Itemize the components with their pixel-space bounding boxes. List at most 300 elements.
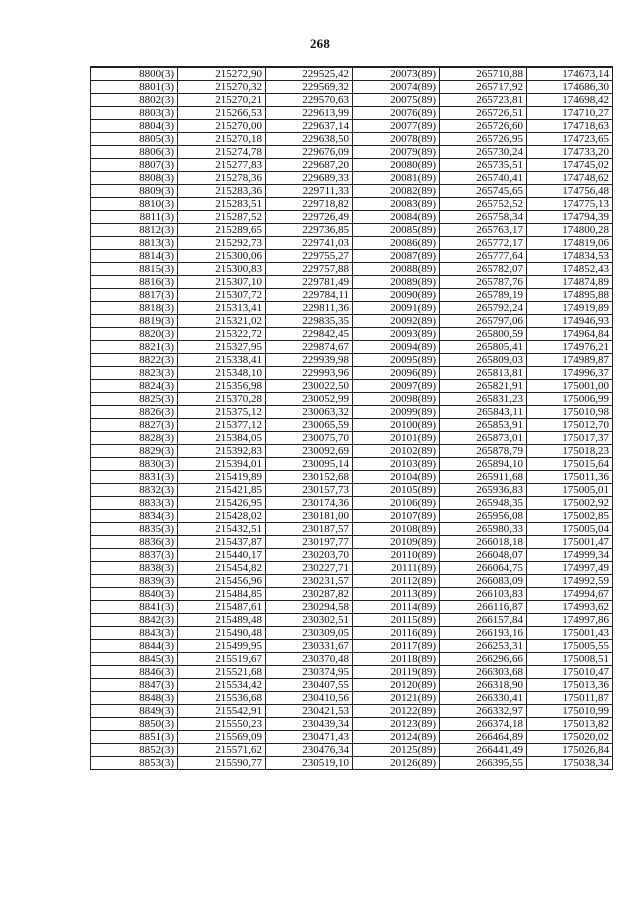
point-id-cell: 20113(89) — [353, 588, 440, 601]
y-coord-cell: 229835,35 — [266, 315, 353, 328]
table-row — [91, 614, 613, 627]
table-row — [91, 67, 613, 81]
y-coord-cell: 175013,36 — [527, 679, 613, 692]
point-id-cell: 20123(89) — [353, 718, 440, 731]
point-id-cell: 8852(3) — [91, 744, 178, 757]
point-id-cell: 20091(89) — [353, 302, 440, 315]
point-id-cell: 20087(89) — [353, 250, 440, 263]
coordinates-table — [90, 66, 613, 770]
table-row — [91, 445, 613, 458]
x-coord-cell: 265726,51 — [440, 107, 527, 120]
y-coord-cell: 174999,34 — [527, 549, 613, 562]
point-id-cell: 8807(3) — [91, 159, 178, 172]
x-coord-cell: 215421,85 — [178, 484, 266, 497]
table-row — [91, 393, 613, 406]
x-coord-cell: 215487,61 — [178, 601, 266, 614]
y-coord-cell: 175013,82 — [527, 718, 613, 731]
y-coord-cell: 174710,27 — [527, 107, 613, 120]
y-coord-cell: 174756,48 — [527, 185, 613, 198]
y-coord-cell: 230174,36 — [266, 497, 353, 510]
table-row — [91, 81, 613, 94]
x-coord-cell: 215428,02 — [178, 510, 266, 523]
x-coord-cell: 265782,07 — [440, 263, 527, 276]
x-coord-cell: 215270,18 — [178, 133, 266, 146]
x-coord-cell: 215277,83 — [178, 159, 266, 172]
y-coord-cell: 229755,27 — [266, 250, 353, 263]
x-coord-cell: 215590,77 — [178, 757, 266, 770]
x-coord-cell: 215348,10 — [178, 367, 266, 380]
x-coord-cell: 265821,91 — [440, 380, 527, 393]
x-coord-cell: 215283,36 — [178, 185, 266, 198]
table-row — [91, 94, 613, 107]
point-id-cell: 8800(3) — [91, 67, 178, 81]
y-coord-cell: 230476,34 — [266, 744, 353, 757]
table-row — [91, 146, 613, 159]
x-coord-cell: 265735,51 — [440, 159, 527, 172]
y-coord-cell: 174997,86 — [527, 614, 613, 627]
point-id-cell: 8811(3) — [91, 211, 178, 224]
y-coord-cell: 175006,99 — [527, 393, 613, 406]
y-coord-cell: 175018,23 — [527, 445, 613, 458]
point-id-cell: 20073(89) — [353, 67, 440, 81]
x-coord-cell: 266064,75 — [440, 562, 527, 575]
table-row — [91, 562, 613, 575]
y-coord-cell: 229613,99 — [266, 107, 353, 120]
table-row — [91, 484, 613, 497]
x-coord-cell: 215300,06 — [178, 250, 266, 263]
x-coord-cell: 265777,64 — [440, 250, 527, 263]
x-coord-cell: 215283,51 — [178, 198, 266, 211]
x-coord-cell: 265936,83 — [440, 484, 527, 497]
table-row — [91, 185, 613, 198]
table-row — [91, 640, 613, 653]
point-id-cell: 8833(3) — [91, 497, 178, 510]
y-coord-cell: 229689,33 — [266, 172, 353, 185]
point-id-cell: 8835(3) — [91, 523, 178, 536]
y-coord-cell: 229726,49 — [266, 211, 353, 224]
point-id-cell: 20116(89) — [353, 627, 440, 640]
x-coord-cell: 266374,18 — [440, 718, 527, 731]
point-id-cell: 20092(89) — [353, 315, 440, 328]
point-id-cell: 8851(3) — [91, 731, 178, 744]
x-coord-cell: 266103,83 — [440, 588, 527, 601]
y-coord-cell: 175038,34 — [527, 757, 613, 770]
x-coord-cell: 265792,24 — [440, 302, 527, 315]
x-coord-cell: 266157,84 — [440, 614, 527, 627]
x-coord-cell: 215270,21 — [178, 94, 266, 107]
y-coord-cell: 174698,42 — [527, 94, 613, 107]
table-row — [91, 575, 613, 588]
point-id-cell: 8808(3) — [91, 172, 178, 185]
point-id-cell: 8846(3) — [91, 666, 178, 679]
x-coord-cell: 215542,91 — [178, 705, 266, 718]
y-coord-cell: 175001,43 — [527, 627, 613, 640]
y-coord-cell: 230519,10 — [266, 757, 353, 770]
y-coord-cell: 175005,04 — [527, 523, 613, 536]
point-id-cell: 8827(3) — [91, 419, 178, 432]
y-coord-cell: 175008,51 — [527, 653, 613, 666]
x-coord-cell: 266296,66 — [440, 653, 527, 666]
point-id-cell: 20075(89) — [353, 94, 440, 107]
y-coord-cell: 174976,21 — [527, 341, 613, 354]
x-coord-cell: 265730,24 — [440, 146, 527, 159]
x-coord-cell: 265787,76 — [440, 276, 527, 289]
y-coord-cell: 230181,00 — [266, 510, 353, 523]
y-coord-cell: 230309,05 — [266, 627, 353, 640]
y-coord-cell: 230095,14 — [266, 458, 353, 471]
y-coord-cell: 174919,89 — [527, 302, 613, 315]
point-id-cell: 8837(3) — [91, 549, 178, 562]
x-coord-cell: 215300,83 — [178, 263, 266, 276]
y-coord-cell: 230052,99 — [266, 393, 353, 406]
point-id-cell: 20093(89) — [353, 328, 440, 341]
y-coord-cell: 230294,58 — [266, 601, 353, 614]
x-coord-cell: 215426,95 — [178, 497, 266, 510]
x-coord-cell: 266332,97 — [440, 705, 527, 718]
x-coord-cell: 266116,87 — [440, 601, 527, 614]
y-coord-cell: 174993,62 — [527, 601, 613, 614]
point-id-cell: 8839(3) — [91, 575, 178, 588]
x-coord-cell: 215490,48 — [178, 627, 266, 640]
point-id-cell: 20126(89) — [353, 757, 440, 770]
point-id-cell: 8844(3) — [91, 640, 178, 653]
y-coord-cell: 230187,57 — [266, 523, 353, 536]
x-coord-cell: 265948,35 — [440, 497, 527, 510]
y-coord-cell: 229569,32 — [266, 81, 353, 94]
point-id-cell: 20088(89) — [353, 263, 440, 276]
point-id-cell: 8806(3) — [91, 146, 178, 159]
y-coord-cell: 175002,92 — [527, 497, 613, 510]
point-id-cell: 8826(3) — [91, 406, 178, 419]
table-row — [91, 653, 613, 666]
x-coord-cell: 215392,83 — [178, 445, 266, 458]
y-coord-cell: 229525,42 — [266, 67, 353, 81]
point-id-cell: 20086(89) — [353, 237, 440, 250]
table-row — [91, 224, 613, 237]
y-coord-cell: 174686,30 — [527, 81, 613, 94]
table-row — [91, 328, 613, 341]
table-row — [91, 354, 613, 367]
point-id-cell: 8825(3) — [91, 393, 178, 406]
point-id-cell: 8842(3) — [91, 614, 178, 627]
y-coord-cell: 229711,33 — [266, 185, 353, 198]
x-coord-cell: 265911,68 — [440, 471, 527, 484]
point-id-cell: 8834(3) — [91, 510, 178, 523]
y-coord-cell: 230407,55 — [266, 679, 353, 692]
table-row — [91, 692, 613, 705]
y-coord-cell: 174733,20 — [527, 146, 613, 159]
x-coord-cell: 215307,10 — [178, 276, 266, 289]
y-coord-cell: 230231,57 — [266, 575, 353, 588]
x-coord-cell: 215499,95 — [178, 640, 266, 653]
y-coord-cell: 229718,82 — [266, 198, 353, 211]
x-coord-cell: 215419,89 — [178, 471, 266, 484]
point-id-cell: 8847(3) — [91, 679, 178, 692]
point-id-cell: 8809(3) — [91, 185, 178, 198]
x-coord-cell: 266048,07 — [440, 549, 527, 562]
y-coord-cell: 229874,67 — [266, 341, 353, 354]
table-row — [91, 588, 613, 601]
x-coord-cell: 265797,06 — [440, 315, 527, 328]
point-id-cell: 8824(3) — [91, 380, 178, 393]
table-row — [91, 705, 613, 718]
point-id-cell: 8802(3) — [91, 94, 178, 107]
point-id-cell: 20120(89) — [353, 679, 440, 692]
x-coord-cell: 215356,98 — [178, 380, 266, 393]
x-coord-cell: 215270,00 — [178, 120, 266, 133]
table-row — [91, 627, 613, 640]
table-row — [91, 536, 613, 549]
x-coord-cell: 215322,72 — [178, 328, 266, 341]
y-coord-cell: 229781,49 — [266, 276, 353, 289]
point-id-cell: 8828(3) — [91, 432, 178, 445]
x-coord-cell: 266441,49 — [440, 744, 527, 757]
x-coord-cell: 265763,17 — [440, 224, 527, 237]
table-row — [91, 211, 613, 224]
point-id-cell: 20081(89) — [353, 172, 440, 185]
point-id-cell: 20106(89) — [353, 497, 440, 510]
point-id-cell: 20110(89) — [353, 549, 440, 562]
point-id-cell: 20124(89) — [353, 731, 440, 744]
y-coord-cell: 229993,96 — [266, 367, 353, 380]
y-coord-cell: 230439,34 — [266, 718, 353, 731]
table-row — [91, 120, 613, 133]
point-id-cell: 20108(89) — [353, 523, 440, 536]
point-id-cell: 8810(3) — [91, 198, 178, 211]
table-row — [91, 744, 613, 757]
y-coord-cell: 229638,50 — [266, 133, 353, 146]
x-coord-cell: 215287,52 — [178, 211, 266, 224]
table-row — [91, 471, 613, 484]
point-id-cell: 20080(89) — [353, 159, 440, 172]
y-coord-cell: 230370,48 — [266, 653, 353, 666]
x-coord-cell: 265956,08 — [440, 510, 527, 523]
x-coord-cell: 215370,28 — [178, 393, 266, 406]
point-id-cell: 8813(3) — [91, 237, 178, 250]
x-coord-cell: 265809,03 — [440, 354, 527, 367]
table-row — [91, 237, 613, 250]
x-coord-cell: 215270,32 — [178, 81, 266, 94]
x-coord-cell: 265752,52 — [440, 198, 527, 211]
x-coord-cell: 265894,10 — [440, 458, 527, 471]
table-row — [91, 198, 613, 211]
point-id-cell: 8830(3) — [91, 458, 178, 471]
y-coord-cell: 229741,03 — [266, 237, 353, 250]
y-coord-cell: 174745,02 — [527, 159, 613, 172]
x-coord-cell: 265800,59 — [440, 328, 527, 341]
y-coord-cell: 174723,65 — [527, 133, 613, 146]
y-coord-cell: 174794,39 — [527, 211, 613, 224]
point-id-cell: 8801(3) — [91, 81, 178, 94]
x-coord-cell: 265772,17 — [440, 237, 527, 250]
y-coord-cell: 175011,36 — [527, 471, 613, 484]
table-row — [91, 432, 613, 445]
point-id-cell: 20077(89) — [353, 120, 440, 133]
point-id-cell: 8848(3) — [91, 692, 178, 705]
y-coord-cell: 174946,93 — [527, 315, 613, 328]
point-id-cell: 20078(89) — [353, 133, 440, 146]
point-id-cell: 8832(3) — [91, 484, 178, 497]
point-id-cell: 20117(89) — [353, 640, 440, 653]
y-coord-cell: 230302,51 — [266, 614, 353, 627]
point-id-cell: 8831(3) — [91, 471, 178, 484]
x-coord-cell: 215321,02 — [178, 315, 266, 328]
y-coord-cell: 174964,84 — [527, 328, 613, 341]
x-coord-cell: 215377,12 — [178, 419, 266, 432]
x-coord-cell: 265710,88 — [440, 67, 527, 81]
y-coord-cell: 175010,47 — [527, 666, 613, 679]
point-id-cell: 20098(89) — [353, 393, 440, 406]
x-coord-cell: 266395,55 — [440, 757, 527, 770]
table-row — [91, 601, 613, 614]
page-number: 268 — [309, 36, 331, 51]
y-coord-cell: 175005,55 — [527, 640, 613, 653]
point-id-cell: 20119(89) — [353, 666, 440, 679]
x-coord-cell: 215307,72 — [178, 289, 266, 302]
x-coord-cell: 266318,90 — [440, 679, 527, 692]
point-id-cell: 20094(89) — [353, 341, 440, 354]
point-id-cell: 20111(89) — [353, 562, 440, 575]
x-coord-cell: 215440,17 — [178, 549, 266, 562]
x-coord-cell: 265813,81 — [440, 367, 527, 380]
point-id-cell: 8823(3) — [91, 367, 178, 380]
point-id-cell: 8805(3) — [91, 133, 178, 146]
x-coord-cell: 215266,53 — [178, 107, 266, 120]
point-id-cell: 8853(3) — [91, 757, 178, 770]
table-row — [91, 367, 613, 380]
table-row — [91, 250, 613, 263]
table-row — [91, 523, 613, 536]
y-coord-cell: 229736,85 — [266, 224, 353, 237]
table-row — [91, 159, 613, 172]
y-coord-cell: 174718,63 — [527, 120, 613, 133]
y-coord-cell: 174992,59 — [527, 575, 613, 588]
x-coord-cell: 215489,48 — [178, 614, 266, 627]
x-coord-cell: 215569,09 — [178, 731, 266, 744]
y-coord-cell: 174834,53 — [527, 250, 613, 263]
point-id-cell: 20095(89) — [353, 354, 440, 367]
point-id-cell: 8822(3) — [91, 354, 178, 367]
y-coord-cell: 230063,32 — [266, 406, 353, 419]
table-row — [91, 107, 613, 120]
y-coord-cell: 175002,85 — [527, 510, 613, 523]
y-coord-cell: 175010,99 — [527, 705, 613, 718]
point-id-cell: 8821(3) — [91, 341, 178, 354]
x-coord-cell: 215272,90 — [178, 67, 266, 81]
x-coord-cell: 215278,36 — [178, 172, 266, 185]
y-coord-cell: 230022,50 — [266, 380, 353, 393]
table-row — [91, 289, 613, 302]
point-id-cell: 8815(3) — [91, 263, 178, 276]
x-coord-cell: 265980,33 — [440, 523, 527, 536]
point-id-cell: 20103(89) — [353, 458, 440, 471]
y-coord-cell: 229676,09 — [266, 146, 353, 159]
table-row — [91, 315, 613, 328]
x-coord-cell: 215327,95 — [178, 341, 266, 354]
point-id-cell: 8820(3) — [91, 328, 178, 341]
x-coord-cell: 266083,09 — [440, 575, 527, 588]
point-id-cell: 20085(89) — [353, 224, 440, 237]
table-row — [91, 341, 613, 354]
point-id-cell: 8850(3) — [91, 718, 178, 731]
x-coord-cell: 265831,23 — [440, 393, 527, 406]
point-id-cell: 20100(89) — [353, 419, 440, 432]
point-id-cell: 20082(89) — [353, 185, 440, 198]
y-coord-cell: 229842,45 — [266, 328, 353, 341]
table-row — [91, 679, 613, 692]
point-id-cell: 20074(89) — [353, 81, 440, 94]
x-coord-cell: 215536,68 — [178, 692, 266, 705]
y-coord-cell: 175001,47 — [527, 536, 613, 549]
point-id-cell: 8845(3) — [91, 653, 178, 666]
point-id-cell: 8812(3) — [91, 224, 178, 237]
x-coord-cell: 215394,01 — [178, 458, 266, 471]
y-coord-cell: 175010,98 — [527, 406, 613, 419]
y-coord-cell: 229757,88 — [266, 263, 353, 276]
x-coord-cell: 266464,89 — [440, 731, 527, 744]
x-coord-cell: 265726,60 — [440, 120, 527, 133]
point-id-cell: 20109(89) — [353, 536, 440, 549]
y-coord-cell: 230157,73 — [266, 484, 353, 497]
point-id-cell: 8829(3) — [91, 445, 178, 458]
table-row — [91, 302, 613, 315]
y-coord-cell: 230197,77 — [266, 536, 353, 549]
y-coord-cell: 230152,68 — [266, 471, 353, 484]
y-coord-cell: 229784,11 — [266, 289, 353, 302]
table-row — [91, 510, 613, 523]
point-id-cell: 20090(89) — [353, 289, 440, 302]
y-coord-cell: 174895,88 — [527, 289, 613, 302]
y-coord-cell: 174819,06 — [527, 237, 613, 250]
x-coord-cell: 265745,65 — [440, 185, 527, 198]
y-coord-cell: 174748,62 — [527, 172, 613, 185]
table-row — [91, 419, 613, 432]
point-id-cell: 8841(3) — [91, 601, 178, 614]
y-coord-cell: 230203,70 — [266, 549, 353, 562]
point-id-cell: 8838(3) — [91, 562, 178, 575]
table-row — [91, 718, 613, 731]
table-row — [91, 497, 613, 510]
x-coord-cell: 266303,68 — [440, 666, 527, 679]
table-row — [91, 263, 613, 276]
y-coord-cell: 174989,87 — [527, 354, 613, 367]
y-coord-cell: 230374,95 — [266, 666, 353, 679]
y-coord-cell: 230287,82 — [266, 588, 353, 601]
point-id-cell: 20089(89) — [353, 276, 440, 289]
coordinates-table-body — [91, 67, 613, 770]
x-coord-cell: 215289,65 — [178, 224, 266, 237]
y-coord-cell: 174800,28 — [527, 224, 613, 237]
x-coord-cell: 265723,81 — [440, 94, 527, 107]
point-id-cell: 20076(89) — [353, 107, 440, 120]
point-id-cell: 8816(3) — [91, 276, 178, 289]
y-coord-cell: 175001,00 — [527, 380, 613, 393]
y-coord-cell: 175005,01 — [527, 484, 613, 497]
point-id-cell: 8817(3) — [91, 289, 178, 302]
y-coord-cell: 230092,69 — [266, 445, 353, 458]
y-coord-cell: 230471,43 — [266, 731, 353, 744]
point-id-cell: 20118(89) — [353, 653, 440, 666]
y-coord-cell: 174852,43 — [527, 263, 613, 276]
point-id-cell: 20083(89) — [353, 198, 440, 211]
x-coord-cell: 215432,51 — [178, 523, 266, 536]
point-id-cell: 20114(89) — [353, 601, 440, 614]
point-id-cell: 8843(3) — [91, 627, 178, 640]
point-id-cell: 20097(89) — [353, 380, 440, 393]
y-coord-cell: 229939,98 — [266, 354, 353, 367]
point-id-cell: 20115(89) — [353, 614, 440, 627]
y-coord-cell: 174997,49 — [527, 562, 613, 575]
